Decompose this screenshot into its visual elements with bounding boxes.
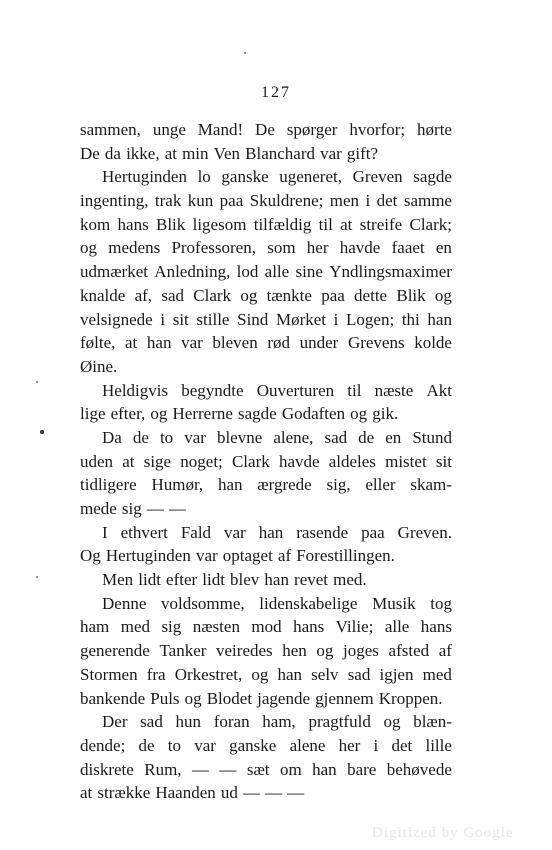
text-line: Heldigvis begyndte Ouverturen til næste Akt [102, 380, 452, 400]
text-line: diskrete Rum, — — sæt om han bare behøvede [80, 759, 452, 779]
text-line: Denne voldsomme, lidenskabelige Musik tog [102, 593, 452, 613]
text-line: I ethvert Fald var han rasende paa Greven. [102, 522, 452, 542]
print-speck [244, 52, 246, 54]
text-line: generende Tanker veiredes hen og joges afsted af [80, 641, 452, 661]
text-line: dende; de to var ganske alene her i det lille [80, 735, 452, 755]
text-line: uden at sige noget; Clark havde aldeles mistet sit [80, 451, 452, 471]
text-line: følte, at han var bleven rød under Grevens kolde [80, 333, 452, 353]
text-line: lige efter, og Herrerne sagde Godaften og gik. [80, 404, 399, 424]
text-line: velsignede i sit stille Sind Mørket i Logen; thi han [80, 309, 452, 329]
text-line: tidligere Humør, han ærgrede sig, eller skam- [80, 475, 452, 495]
text-line: De da ikke, at min Ven Blanchard var gift? [80, 143, 379, 163]
text-line: at strække Haanden ud — — — [80, 783, 305, 803]
text-line: ingenting, trak kun paa Skuldrene; men i det samme [80, 191, 452, 211]
text-line: sammen, unge Mand! De spørger hvorfor; hørte [80, 120, 452, 139]
text-line: Øine. [80, 356, 118, 376]
text-line: og medens Professoren, som her havde faaet en [80, 238, 452, 258]
print-speck [36, 576, 38, 578]
body-text [80, 118, 452, 805]
text-line: Der sad hun foran ham, pragtfuld og blæn- [102, 712, 452, 732]
text-line: bankende Puls og Blodet jagende gjennem Kroppen. [80, 688, 443, 708]
text-line: ham med sig næsten mod hans Vilie; alle hans [80, 617, 452, 637]
text-line: Hertuginden lo ganske ugeneret, Greven sagde [102, 167, 452, 187]
text-line: Men lidt efter lidt blev han revet med. [102, 570, 367, 590]
text-line: Stormen fra Orkestret, og han selv sad igjen med [80, 664, 452, 684]
page-number: 127 [261, 84, 291, 101]
google-watermark: Digitized by Google [372, 825, 514, 841]
text-line: Da de to var blevne alene, sad de en Stund [102, 427, 452, 447]
text-line: Og Hertuginden var optaget af Forestillingen. [80, 546, 395, 566]
text-line: kom hans Blik ligesom tilfældig til at streife Clark; [80, 214, 452, 234]
text-line: udmærket Anledning, lod alle sine Yndlingsmaximer [80, 262, 452, 282]
print-speck [40, 430, 44, 434]
print-speck [36, 381, 38, 383]
text-line: knalde af, sad Clark og tænkte paa dette Blik og [80, 285, 452, 305]
text-line: mede sig — — [80, 499, 186, 518]
